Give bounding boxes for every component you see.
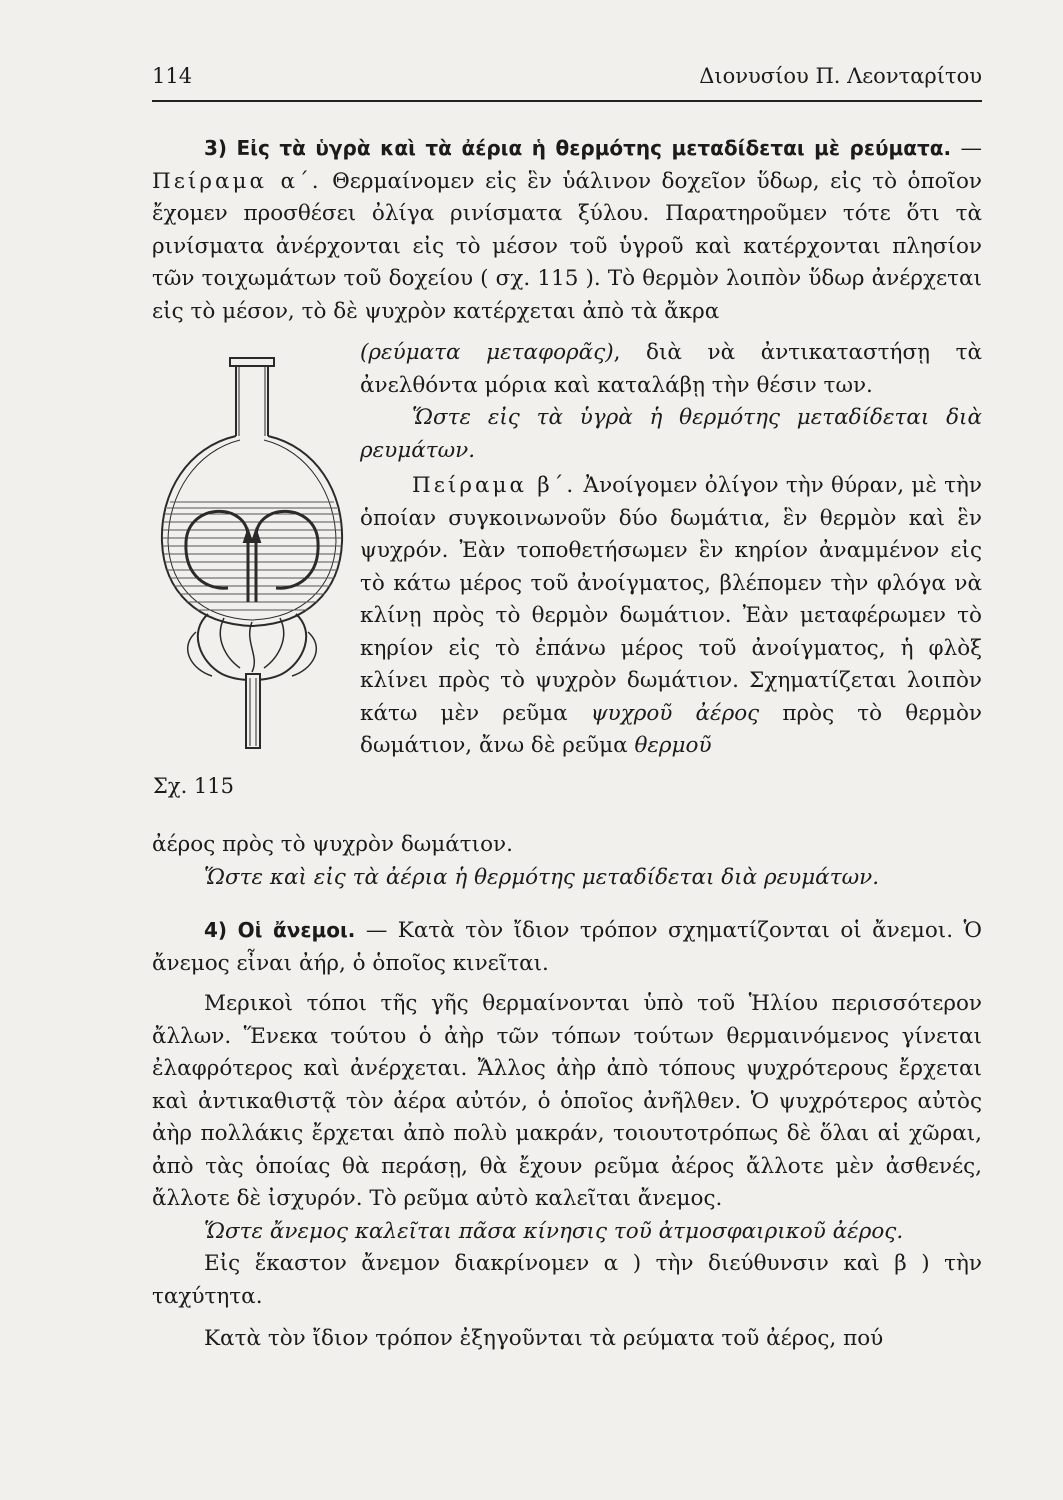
section-4-p4: Εἰς ἕκαστον ἄνεμον διακρίνομεν α ) τὴν διεύθυνσιν καὶ β ) τὴν ταχύτητα. (152, 1251, 982, 1309)
column-text-a: (ρεύματα μεταφορᾶς) (360, 340, 614, 365)
section-3-intro (152, 132, 982, 328)
section-4 (152, 914, 982, 1356)
section-4-p2: Μερικοὶ τόποι τῆς γῆς θερμαίνονται ὑπὸ τοῦ Ἡλίου περισσότερον ἄλλων. Ἕνεκα τούτου ὁ ἀὴρ τῶν τόπων τούτων θερμαινόμενος γίνεται ἐλαφρότερος καὶ ἀνέρχεται. Ἄλλος ἀὴρ ἀπὸ τόπους ψυχρότερους ἔρχεται καὶ ἀντικαθιστᾷ τὸν ἀέρα αὐτόν, ὁ ὁποῖος ἀνῆλθεν. Ὁ ψυχρότερος αὐτὸς ἀὴρ πολλάκις ἔρχεται ἀπὸ πολὺ μακράν, τοιουτοτρόπως δὲ ὅλαι αἱ χῶραι, ἀπὸ τὰς ὁποίας θὰ περάσῃ, θὰ ἔχουν ρεῦμα ἀέρος ἄλλοτε μὲν ἀσθενές, ἄλλοτε δὲ ἰσχυρόν. Τὸ ρεῦμα αὐτὸ καλεῖται ἄνεμος. (152, 991, 982, 1211)
figure-caption: Σχ. 115 (153, 774, 235, 798)
section-3-number: 3) (204, 136, 228, 160)
experiment-b-mid: πρὸς τὸ θερμὸν δωμάτιον, ἄνω δὲ ρεῦμα (360, 700, 982, 758)
right-column (360, 337, 982, 763)
experiment-a-label: Πείραμα α΄. (152, 168, 322, 194)
experiment-b-text: Ἀνοίγομεν ὀλίγον τὴν θύραν, μὲ τὴν ὁποίαν συγκοινωνοῦν δύο δωμάτια, ἓν θερμὸν καὶ ἓν ψυχρόν. Ἐὰν τοποθετήσωμεν ἓν κηρίον ἀναμμένον εἰς τὸ κάτω μέρος τοῦ ἀνοίγματος, βλέπομεν τὴν φλόγα νὰ κλίνῃ πρὸς τὸ θερμὸν δωμάτιον. Ἐὰν μεταφέρωμεν τὸ κηρίον εἰς τὸ ἐπάνω μέρος τοῦ ἀνοίγματος, ἡ φλὸξ κλίνει πρὸς τὸ ψυχρὸν δωμάτιον. Σχηματίζεται λοιπὸν κάτω μὲν ρεῦμα (360, 473, 982, 726)
section-4-p5: Κατὰ τὸν ἴδιον τρόπον ἐξηγοῦνται τὰ ρεύματα τοῦ ἀέρος, πού (204, 1326, 884, 1351)
experiment-a-text: Θερμαίνομεν εἰς ἓν ὑάλινον δοχεῖον ὕδωρ, εἰς τὸ ὁποῖον ἔχομεν προσθέσει ὀλίγα ρινίσματα ξύλου. Παρατηροῦμεν τότε ὅτι τὰ ρινίσματα ἀνέρχονται εἰς τὸ μέσον τοῦ ὑγροῦ καὶ κατέρχονται πλησίον τῶν τοιχωμάτων τοῦ δοχείου ( σχ. 115 ). Τὸ θερμὸν λοιπὸν ὕδωρ ἀνέρχεται εἰς τὸ μέσον, τὸ δὲ ψυχρὸν κατέρχεται ἀπὸ τὰ ἄκρα (152, 168, 983, 324)
experiment-b-tail: ἀέρος πρὸς τὸ ψυχρὸν δωμάτιον. (152, 832, 513, 857)
heading-dash: — (951, 136, 982, 161)
page-header (152, 64, 982, 102)
section-3-outro (152, 829, 982, 894)
section-4-p1: Κατὰ τὸν ἴδιον τρόπον σχηματίζονται οἱ ἄνεμοι. Ὁ ἄνεμος εἶναι ἀήρ, ὁ ὁποῖος κινεῖται. (152, 918, 983, 976)
running-head: Διονυσίου Π. Λεονταρίτου (699, 64, 982, 88)
section-4-heading: 4) Οἱ ἄνεμοι. (204, 918, 356, 942)
cold-air-current: ψυχροῦ ἀέρος (590, 700, 760, 726)
section-4-definition: Ὥστε ἄνεμος καλεῖται πᾶσα κίνησις τοῦ ἀτμοσφαιρικοῦ ἀέρος. (204, 1218, 904, 1244)
column-text-b: , διὰ νὰ ἀντικαταστήσῃ τὰ ἀνελθόντα μόρια καὶ καταλάβῃ τὴν θέσιν των. (360, 340, 982, 398)
warm-air-current: θερμοῦ (634, 733, 712, 758)
section-4-dash: — (355, 918, 398, 943)
conclusion-liquids: Ὥστε εἰς τὰ ὑγρὰ ἡ θερμότης μεταδίδεται διὰ ρευμάτων. (360, 405, 982, 463)
page-number: 114 (152, 64, 193, 88)
conclusion-gases: Ὥστε καὶ εἰς τὰ ἀέρια ἡ θερμότης μεταδίδεται διὰ ρευμάτων. (204, 864, 880, 890)
experiment-b-label: Πείραμα β΄. (412, 473, 577, 498)
flask-figure (148, 352, 348, 762)
section-3-heading: Εἰς τὰ ὑγρὰ καὶ τὰ ἀέρια ἡ θερμότης μεταδίδεται μὲ ρεύματα. (236, 136, 952, 160)
